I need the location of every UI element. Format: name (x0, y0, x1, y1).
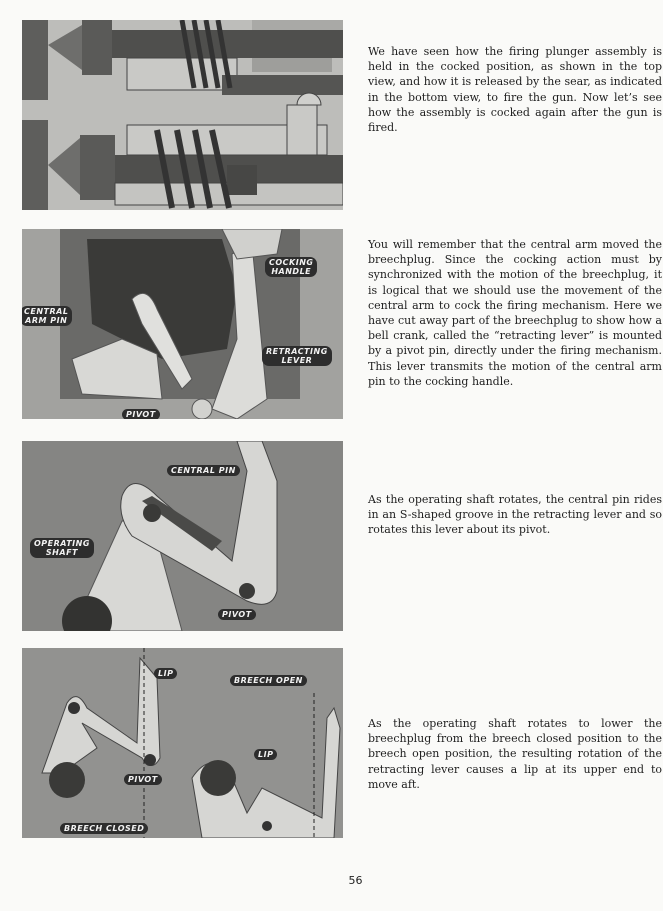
breech-positions-illustration (22, 648, 343, 838)
page-number-text: 56 (348, 874, 363, 887)
label-operating-shaft: OPERATING SHAFT (30, 538, 94, 558)
label-breech-closed: BREECH CLOSED (60, 823, 148, 834)
label-cocking-handle: COCKING HANDLE (265, 257, 317, 277)
label-central-pin: CENTRAL PIN (167, 465, 240, 476)
paragraph-breech-positions: As the operating shaft rotates to lower the breechplug from the breech closed position to the breech open position, the resulting rotation of the retracting lever causes a lip at its upper end to move aft. (368, 717, 662, 791)
retracting-lever-illustration (22, 441, 343, 631)
paragraph-cocking-linkage: You will remember that the central arm moved the breechplug. Since the cocking action must by synchronized with the motion of the breechplug, it is logical that we should use the movement of the central arm to cock the firing mechanism. Here we have cut away part of the breechplug to show how a bell crank, called the “retracting lever” is mounted by a pivot pin, directly under the firing mechanism. This lever transmits the motion of the central arm pin to the cocking handle. (368, 238, 662, 388)
paragraph-retracting-lever: As the operating shaft rotates, the central pin rides in an S-shaped groove in the retracting lever and so rotates this lever about its pivot. (368, 493, 662, 537)
label-pivot: PIVOT (218, 609, 256, 620)
label-lip-closed: LIP (154, 668, 177, 679)
firing-plunger-drawing (22, 20, 343, 210)
page-number (0, 874, 663, 887)
label-lip-open: LIP (254, 749, 277, 760)
label-retracting-lever: RETRACTING LEVER (262, 346, 332, 366)
cocking-linkage-illustration (22, 229, 343, 419)
label-breech-open: BREECH OPEN (230, 675, 307, 686)
firing-plunger-illustration (22, 20, 343, 210)
label-pivot: PIVOT (124, 774, 162, 785)
label-pivot: PIVOT (122, 409, 160, 419)
label-central-arm-pin: CENTRAL ARM PIN (22, 306, 72, 326)
paragraph-firing-plunger: We have seen how the firing plunger assembly is held in the cocked position, as shown in the top view, and how it is released by the sear, as indicated in the bottom view, to fire the gun. Now let’s see how the assembly is cocked again after the gun is fired. (368, 45, 662, 135)
